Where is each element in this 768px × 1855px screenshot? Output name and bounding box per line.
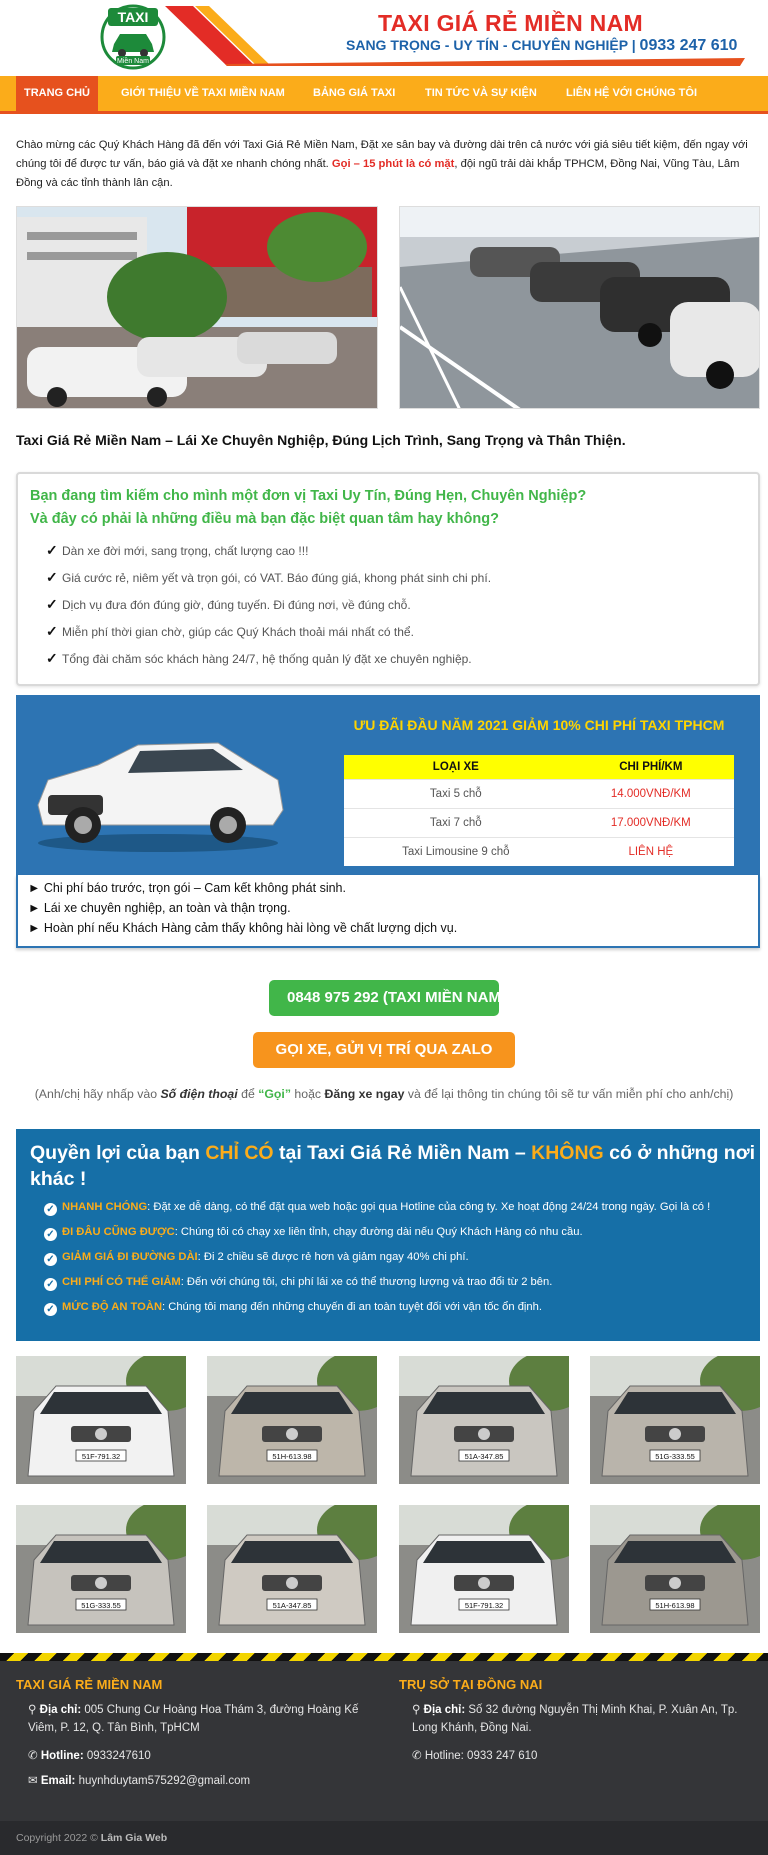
check-text: Miễn phí thời gian chờ, giúp các Quý Khách thoải mái nhất có thể. bbox=[62, 625, 414, 639]
check-icon: ✓ bbox=[46, 542, 58, 558]
site-footer bbox=[0, 1661, 768, 1821]
ben-t5: có ở những nơi khác ! bbox=[30, 1142, 755, 1190]
note-e: hoặc bbox=[291, 1087, 325, 1101]
check-icon: ✓ bbox=[46, 596, 58, 612]
check-icon: ✓ bbox=[46, 569, 58, 585]
car-price: 17.000VNĐ/KM bbox=[568, 808, 734, 837]
nav-home[interactable]: TRANG CHỦ bbox=[16, 76, 98, 111]
license-plate: 51F-791.32 bbox=[464, 1601, 504, 1610]
promo-list-item: ► Hoàn phí nếu Khách Hàng cảm thấy không hài lòng về chất lượng dịch vụ. bbox=[28, 921, 458, 935]
note-d: “Gọi” bbox=[258, 1087, 291, 1101]
check-text: Dịch vụ đưa đón đúng giờ, đúng tuyến. Đi đúng nơi, về đúng chỗ. bbox=[62, 598, 411, 612]
phone-icon: ✆ bbox=[412, 1750, 422, 1762]
question-1: Bạn đang tìm kiếm cho mình một đơn vị Taxi Uy Tín, Đúng Hẹn, Chuyên Nghiệp? bbox=[30, 488, 587, 504]
col-price-per-km: CHI PHÍ/KM bbox=[568, 755, 734, 779]
email-value: huynhduytam575292@gmail.com bbox=[78, 1775, 251, 1787]
check-circle-icon: ✓ bbox=[44, 1253, 57, 1266]
footer-stripes bbox=[0, 1653, 768, 1661]
benefit-key: NHANH CHÓNG bbox=[62, 1201, 148, 1213]
car-type: Taxi 5 chỗ bbox=[344, 779, 568, 808]
license-plate: 51G-333.55 bbox=[81, 1601, 121, 1610]
cta-note bbox=[0, 1087, 768, 1101]
car-photo[interactable] bbox=[590, 1505, 760, 1633]
car-photo[interactable] bbox=[399, 1356, 569, 1484]
footer-email[interactable] bbox=[28, 1772, 250, 1790]
taxi-logo-icon[interactable] bbox=[100, 4, 166, 70]
benefit-text: : Chúng tôi mang đến những chuyến đi an toàn tuyệt đối với vận tốc ổn định. bbox=[162, 1301, 542, 1313]
benefit-text: : Đi 2 chiều sẽ được rẻ hơn và giảm ngay 40% chi phí. bbox=[197, 1251, 469, 1263]
license-plate: 51G-333.55 bbox=[655, 1452, 695, 1461]
benefit-key: CHI PHÍ CÓ THỂ GIẢM bbox=[62, 1276, 181, 1288]
check-text: Dàn xe đời mới, sang trọng, chất lượng cao !!! bbox=[62, 544, 309, 558]
benefit-text: : Đặt xe dễ dàng, có thể đặt qua web hoặc gọi qua Hotline của công ty. Xe hoạt động 24/24 trong ngày. Gọi là có ! bbox=[147, 1201, 711, 1213]
zalo-button[interactable]: GỌI XE, GỬI VỊ TRÍ QUA ZALO bbox=[253, 1032, 515, 1068]
nav-about[interactable]: GIỚI THIỆU VỀ TAXI MIỀN NAM bbox=[121, 87, 285, 99]
license-plate: 51A-347.85 bbox=[464, 1452, 504, 1461]
table-row bbox=[344, 779, 734, 808]
copyright-text: Copyright 2022 © bbox=[16, 1832, 101, 1844]
fleet-photo bbox=[399, 206, 760, 409]
addr-label: Địa chỉ: bbox=[423, 1704, 466, 1716]
header-phone[interactable]: 0933 247 610 bbox=[639, 37, 738, 54]
benefit-item bbox=[44, 1276, 552, 1291]
price-table-header bbox=[344, 755, 734, 779]
hotline-value: 0933247610 bbox=[86, 1750, 151, 1762]
car-photo[interactable] bbox=[16, 1505, 186, 1633]
ben-t1: Quyền lợi của bạn bbox=[30, 1142, 206, 1164]
copyright bbox=[0, 1821, 768, 1855]
check-item bbox=[46, 596, 411, 613]
check-circle-icon: ✓ bbox=[44, 1203, 57, 1216]
location-icon: ⚲ bbox=[412, 1704, 421, 1716]
check-item bbox=[46, 650, 472, 667]
benefit-item bbox=[44, 1251, 469, 1266]
nav-contact[interactable]: LIÊN HỆ VỚI CHÚNG TÔI bbox=[566, 87, 698, 99]
benefit-key: ĐI ĐÂU CŨNG ĐƯỢC bbox=[62, 1226, 175, 1238]
office-photo bbox=[16, 206, 378, 409]
footer-left-title: TAXI GIÁ RẺ MIỀN NAM bbox=[16, 1677, 163, 1692]
license-plate: 51A-347.85 bbox=[272, 1601, 312, 1610]
table-row bbox=[344, 808, 734, 837]
col-car-type: LOẠI XE bbox=[344, 755, 568, 779]
site-header bbox=[0, 0, 768, 75]
location-icon: ⚲ bbox=[28, 1704, 37, 1716]
car-price: LIÊN HỆ bbox=[568, 837, 734, 866]
benefit-key: MỨC ĐỘ AN TOÀN bbox=[62, 1301, 163, 1313]
check-item bbox=[46, 569, 491, 586]
note-c: để bbox=[237, 1087, 259, 1101]
check-icon: ✓ bbox=[46, 623, 58, 639]
hotline-label: Hotline: bbox=[424, 1750, 464, 1762]
footer-right-hotline[interactable] bbox=[412, 1747, 537, 1765]
call-button[interactable]: 0848 975 292 (TAXI MIỀN NAM) bbox=[269, 980, 499, 1016]
email-label: Email: bbox=[40, 1775, 76, 1787]
footer-right-title: TRỤ SỞ TẠI ĐỒNG NAI bbox=[399, 1677, 543, 1692]
note-g: và để lại thông tin chúng tôi sẽ tư vấn miễn phí cho anh/chị) bbox=[404, 1087, 734, 1101]
note-f: Đăng xe ngay bbox=[324, 1087, 405, 1101]
intro-highlight: Gọi – 15 phút là có mặt bbox=[331, 158, 455, 170]
footer-left-address bbox=[28, 1701, 368, 1737]
car-photo[interactable] bbox=[16, 1356, 186, 1484]
note-b: Số điện thoại bbox=[160, 1087, 238, 1101]
benefit-key: GIẢM GIÁ ĐI ĐƯỜNG DÀI bbox=[62, 1251, 198, 1263]
addr-value: Số 32 đường Nguyễn Thị Minh Khai, P. Xuân An, Tp. Long Khánh, Đồng Nai. bbox=[412, 1704, 738, 1734]
check-circle-icon: ✓ bbox=[44, 1303, 57, 1316]
hotline-label: Hotline: bbox=[40, 1750, 84, 1762]
price-table bbox=[344, 755, 734, 866]
check-text: Tổng đài chăm sóc khách hàng 24/7, hệ thống quản lý đặt xe chuyên nghiệp. bbox=[62, 652, 472, 666]
promo-title: ƯU ĐÃI ĐẦU NĂM 2021 GIẢM 10% CHI PHÍ TAXI TPHCM bbox=[353, 717, 725, 733]
check-icon: ✓ bbox=[46, 650, 58, 666]
email-icon: ✉ bbox=[28, 1775, 38, 1787]
car-photo[interactable] bbox=[207, 1505, 377, 1633]
benefit-text: : Chúng tôi có chạy xe liên tỉnh, chạy đường dài nếu Quý Khách Hàng có nhu cầu. bbox=[174, 1226, 583, 1238]
hotline-value: 0933 247 610 bbox=[467, 1750, 538, 1762]
check-circle-icon: ✓ bbox=[44, 1278, 57, 1291]
tagline-text: SANG TRỌNG - UY TÍN - CHUYÊN NGHIỆP | bbox=[346, 37, 636, 53]
car-photo[interactable] bbox=[399, 1505, 569, 1633]
footer-left-hotline[interactable] bbox=[28, 1747, 151, 1765]
brand-tagline bbox=[346, 37, 737, 55]
intro-part1: Chào mừng các Quý Khách Hàng đã đến với Taxi Giá Rẻ Miền Nam, Đặt xe sân bay và đường dài trên cả nước với giá siêu tiết kiệm, đến ngay với chúng tôi để được tư vấn, báo giá và đặt xe nhanh chóng nhất. bbox=[16, 139, 748, 170]
benefit-item bbox=[44, 1301, 542, 1316]
footer-right-address bbox=[412, 1701, 752, 1737]
intro-text bbox=[16, 136, 752, 193]
check-item bbox=[46, 542, 308, 559]
ben-t3: tại Taxi Giá Rẻ Miền Nam – bbox=[273, 1142, 532, 1164]
promo-list-item: ► Chi phí báo trước, trọn gói – Cam kết không phát sinh. bbox=[28, 881, 346, 895]
check-item bbox=[46, 623, 414, 640]
benefit-item bbox=[44, 1226, 583, 1241]
table-row bbox=[344, 837, 734, 866]
car-price: 14.000VNĐ/KM bbox=[568, 779, 734, 808]
nav-pricing[interactable]: BẢNG GIÁ TAXI bbox=[313, 87, 396, 99]
license-plate: 51H-613.98 bbox=[655, 1601, 695, 1610]
promo-list bbox=[16, 875, 760, 948]
questions-box bbox=[16, 472, 760, 686]
addr-label: Địa chỉ: bbox=[39, 1704, 82, 1716]
intro-part2: , đội ngũ trải dài khắp TPHCM, Đồng Nai, Vũng Tàu, Lâm Đồng và các tỉnh thành lân cận. bbox=[16, 158, 740, 189]
brand-title: TAXI GIÁ RẺ MIỀN NAM bbox=[378, 10, 643, 36]
benefit-text: : Đến với chúng tôi, chi phí lái xe có thể thương lượng và trao đổi từ 2 bên. bbox=[180, 1276, 553, 1288]
license-plate: 51H-613.98 bbox=[272, 1452, 312, 1461]
car-type: Taxi 7 chỗ bbox=[344, 808, 568, 837]
headline: Taxi Giá Rẻ Miền Nam – Lái Xe Chuyên Nghiệp, Đúng Lịch Trình, Sang Trọng và Thân Thiện. bbox=[16, 432, 626, 448]
promo-list-item: ► Lái xe chuyên nghiệp, an toàn và thận trọng. bbox=[28, 901, 291, 915]
benefit-item bbox=[44, 1201, 710, 1216]
ben-t2: CHỈ CÓ bbox=[205, 1142, 274, 1164]
license-plate: 51F-791.32 bbox=[81, 1452, 121, 1461]
copyright-author[interactable]: Lâm Gia Web bbox=[100, 1832, 168, 1844]
nav-news[interactable]: TIN TỨC VÀ SỰ KIỆN bbox=[425, 87, 537, 99]
check-text: Giá cước rẻ, niêm yết và trọn gói, có VAT. Báo đúng giá, khong phát sinh chi phí. bbox=[62, 571, 492, 585]
check-circle-icon: ✓ bbox=[44, 1228, 57, 1241]
ben-t4: KHÔNG bbox=[531, 1142, 604, 1164]
benefits-title bbox=[30, 1140, 760, 1192]
question-2: Và đây có phải là những điều mà bạn đặc biệt quan tâm hay không? bbox=[30, 511, 499, 527]
suv-image bbox=[28, 725, 293, 855]
addr-value: 005 Chung Cư Hoàng Hoa Thám 3, đường Hoàng Kế Viêm, P. 12, Q. Tân Bình, TpHCM bbox=[28, 1704, 359, 1734]
logo-sub: Miền Nam bbox=[117, 58, 149, 65]
phone-icon: ✆ bbox=[28, 1750, 38, 1762]
note-a: (Anh/chị hãy nhấp vào bbox=[34, 1087, 161, 1101]
car-type: Taxi Limousine 9 chỗ bbox=[344, 837, 568, 866]
main-nav bbox=[0, 76, 768, 114]
logo-text: TAXI bbox=[117, 9, 149, 25]
car-photo[interactable] bbox=[590, 1356, 760, 1484]
car-photo[interactable] bbox=[207, 1356, 377, 1484]
